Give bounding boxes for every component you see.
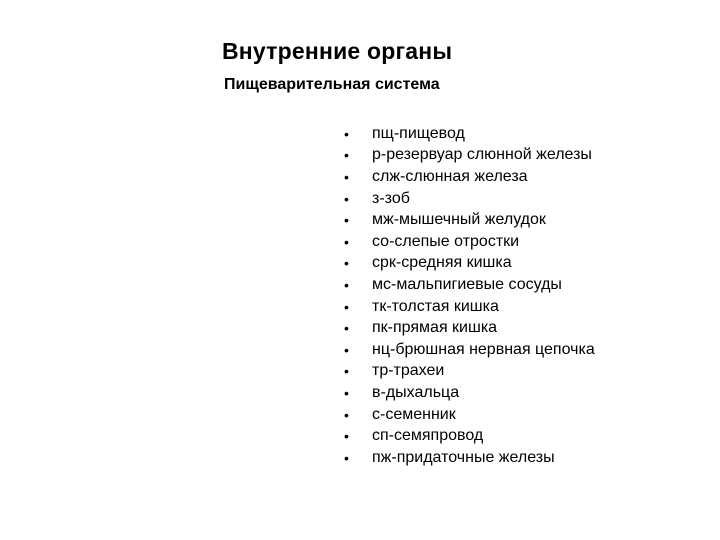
list-item xyxy=(342,382,595,404)
bullet-icon: • xyxy=(344,147,349,164)
list-item-text: мж-мышечный желудок xyxy=(372,211,546,229)
bullet-icon: • xyxy=(344,363,349,380)
slide-title: Внутренние органы xyxy=(222,38,453,64)
list-item-text: со-слепые отростки xyxy=(372,232,520,250)
list-item xyxy=(342,361,595,383)
list-item-text: тр-трахеи xyxy=(372,362,445,380)
bullet-icon: • xyxy=(344,233,349,250)
bullet-icon: • xyxy=(344,406,349,423)
list-item xyxy=(342,296,595,318)
list-item xyxy=(342,231,595,253)
bullet-icon: • xyxy=(344,168,349,185)
list-item-text: пж-придаточные железы xyxy=(372,448,555,466)
bullet-icon: • xyxy=(344,298,349,315)
list-item-text: пщ-пищевод xyxy=(372,124,465,142)
list-item xyxy=(342,274,595,296)
bullet-icon: • xyxy=(344,125,349,142)
list-item xyxy=(342,339,595,361)
list-item xyxy=(342,123,595,145)
legend-list xyxy=(342,123,595,469)
bullet-icon: • xyxy=(344,428,349,445)
list-item-text: з-зоб xyxy=(372,189,410,207)
slide-subtitle: Пищеварительная система xyxy=(224,76,440,93)
list-item-text: в-дыхальца xyxy=(372,383,460,401)
bullet-icon: • xyxy=(344,276,349,293)
list-item-text: р-резервуар слюнной железы xyxy=(372,146,592,164)
list-item-text: тк-толстая кишка xyxy=(372,297,499,315)
list-item xyxy=(342,317,595,339)
list-item xyxy=(342,209,595,231)
bullet-icon: • xyxy=(344,341,349,358)
list-item-text: срк-средняя кишка xyxy=(372,254,512,272)
bullet-icon: • xyxy=(344,449,349,466)
bullet-icon: • xyxy=(344,384,349,401)
list-item-text: слж-слюнная железа xyxy=(372,167,528,185)
list-item xyxy=(342,145,595,167)
list-item xyxy=(342,166,595,188)
bullet-icon: • xyxy=(344,255,349,272)
list-item-text: пк-прямая кишка xyxy=(372,319,498,337)
bullet-icon: • xyxy=(344,190,349,207)
list-item xyxy=(342,404,595,426)
list-item xyxy=(342,188,595,210)
list-item-text: сп-семяпровод xyxy=(372,427,484,445)
list-item-text: мс-мальпигиевые сосуды xyxy=(372,275,562,293)
list-item xyxy=(342,447,595,469)
bullet-icon: • xyxy=(344,212,349,229)
list-item xyxy=(342,425,595,447)
list-item-text: с-семенник xyxy=(372,405,456,423)
list-item xyxy=(342,253,595,275)
bullet-icon: • xyxy=(344,320,349,337)
list-item-text: нц-брюшная нервная цепочка xyxy=(372,340,595,358)
